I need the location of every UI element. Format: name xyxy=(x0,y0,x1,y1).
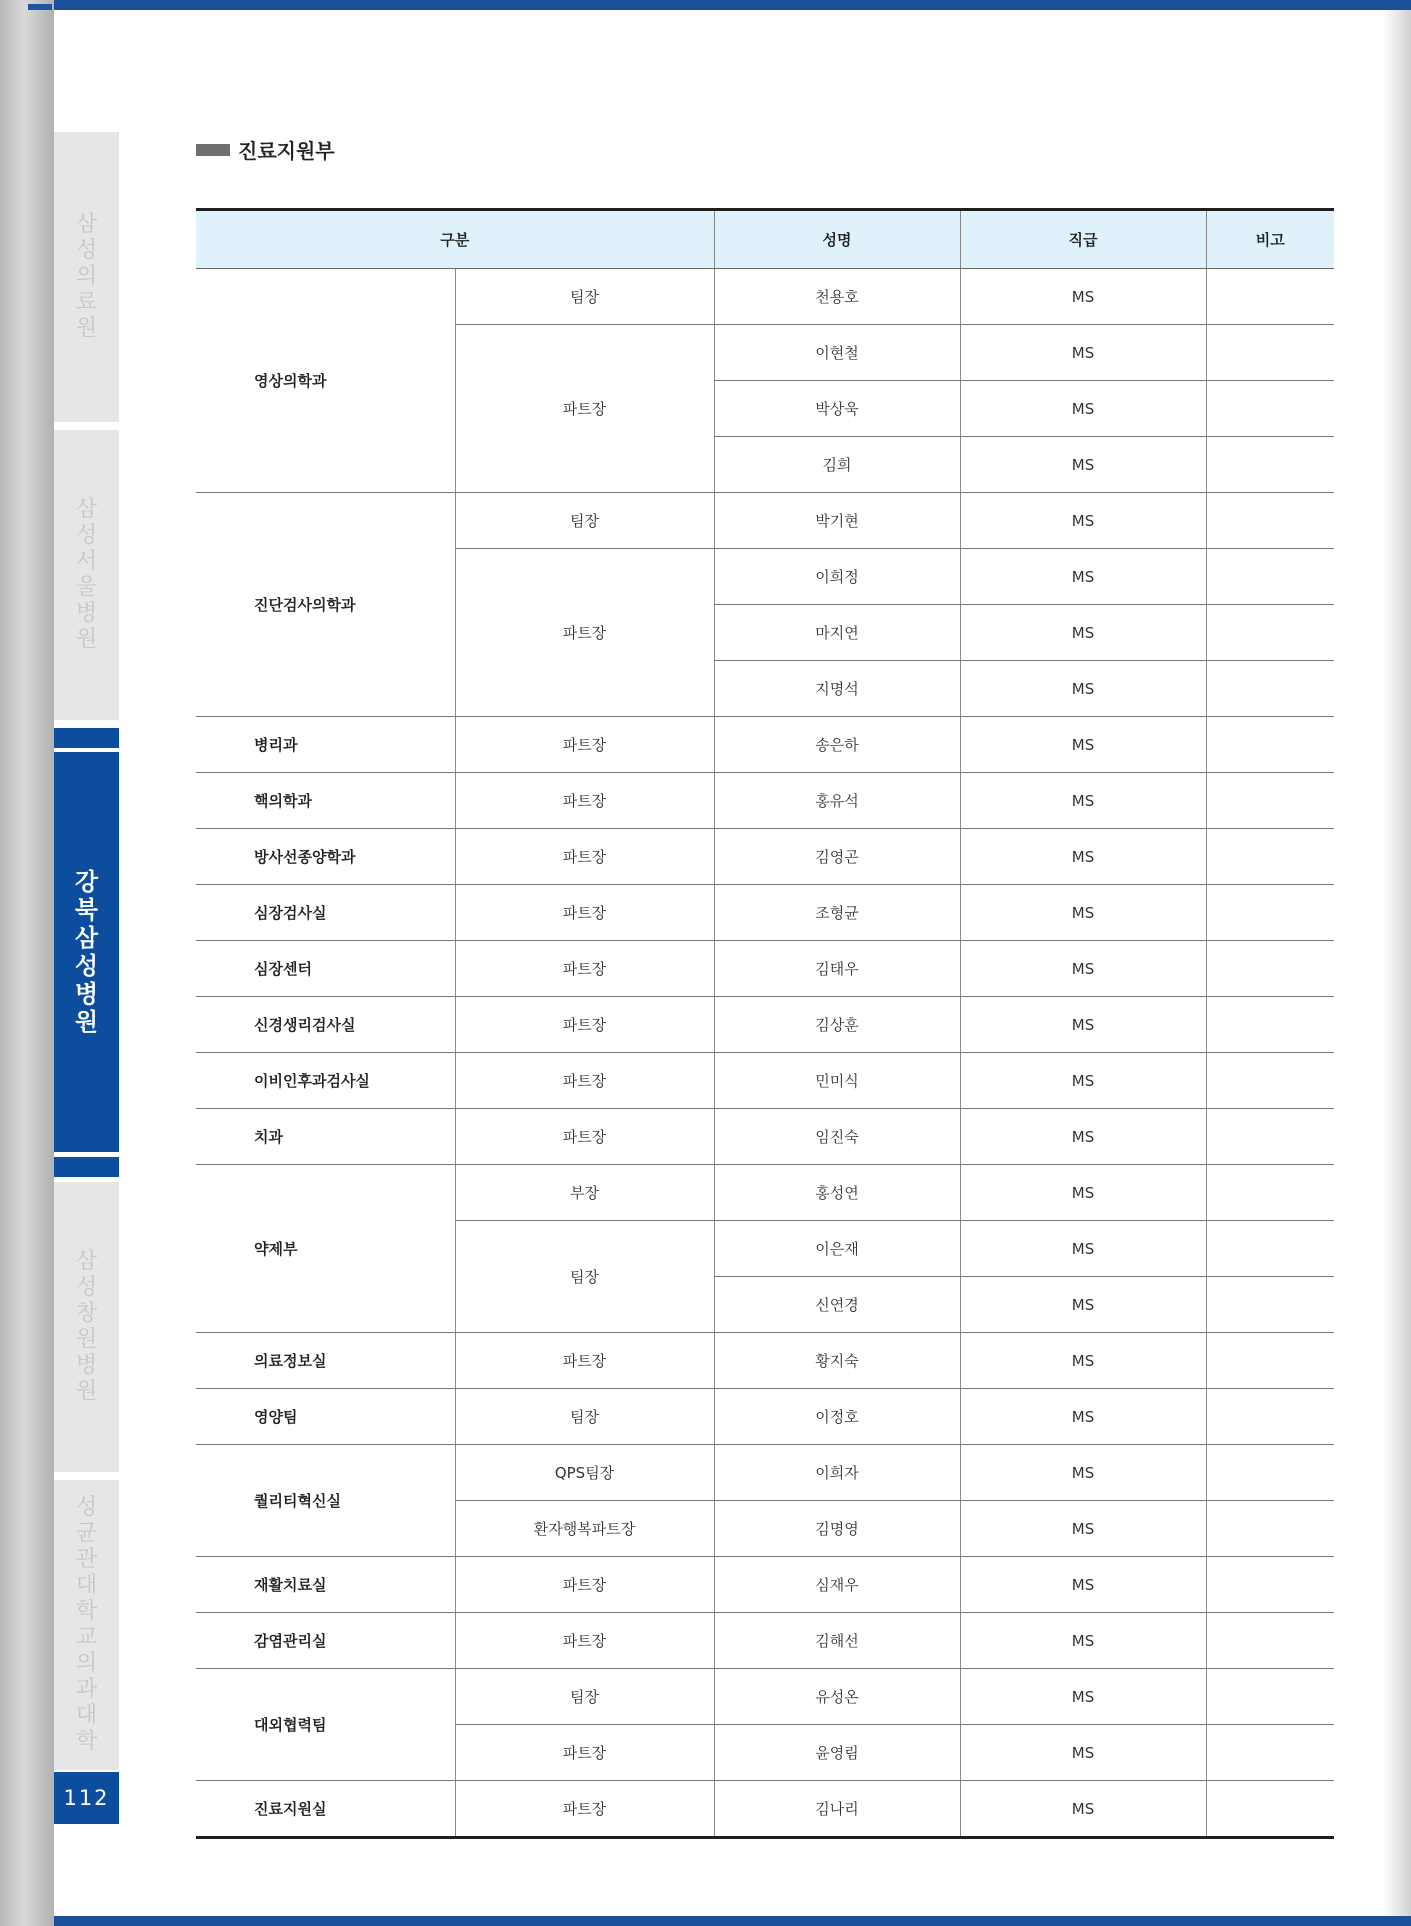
name-cell: 김나리 xyxy=(714,1781,960,1838)
side-tab-char: 원 xyxy=(75,316,98,341)
table-row xyxy=(196,1557,1334,1613)
position-cell: 파트장 xyxy=(455,717,714,773)
section-title: 진료지원부 xyxy=(238,139,335,163)
table-row xyxy=(196,941,1334,997)
dept-cell: 진단검사의학과 xyxy=(196,493,455,717)
dept-cell: 재활치료실 xyxy=(196,1557,455,1613)
grade-cell: MS xyxy=(960,717,1206,773)
side-tab-char: 대 xyxy=(75,1703,98,1728)
name-cell: 윤영림 xyxy=(714,1725,960,1781)
note-cell xyxy=(1206,1333,1334,1389)
name-cell: 유성온 xyxy=(714,1669,960,1725)
grade-cell: MS xyxy=(960,661,1206,717)
position-cell: 팀장 xyxy=(455,1221,714,1333)
section-heading xyxy=(196,135,335,164)
name-cell: 김희 xyxy=(714,437,960,493)
position-cell: 파트장 xyxy=(455,1725,714,1781)
note-cell xyxy=(1206,717,1334,773)
position-cell: 파트장 xyxy=(455,941,714,997)
grade-cell: MS xyxy=(960,437,1206,493)
grade-cell: MS xyxy=(960,493,1206,549)
name-cell: 황지숙 xyxy=(714,1333,960,1389)
name-cell: 민미식 xyxy=(714,1053,960,1109)
name-cell: 이정호 xyxy=(714,1389,960,1445)
name-cell: 지명석 xyxy=(714,661,960,717)
note-cell xyxy=(1206,773,1334,829)
side-tab-char: 원 xyxy=(75,1379,98,1404)
table-row xyxy=(196,269,1334,325)
note-cell xyxy=(1206,1277,1334,1333)
dept-cell: 신경생리검사실 xyxy=(196,997,455,1053)
table-row xyxy=(196,1613,1334,1669)
note-cell xyxy=(1206,1725,1334,1781)
dept-cell: 의료정보실 xyxy=(196,1333,455,1389)
grade-cell: MS xyxy=(960,941,1206,997)
grade-cell: MS xyxy=(960,325,1206,381)
dept-cell: 영양팀 xyxy=(196,1389,455,1445)
side-tab-kangbuk-samsung-hospital[interactable] xyxy=(54,752,119,1152)
side-tab-char: 원 xyxy=(74,1008,99,1036)
dept-cell: 병리과 xyxy=(196,717,455,773)
position-cell: 파트장 xyxy=(455,773,714,829)
grade-cell: MS xyxy=(960,1557,1206,1613)
spine-accent xyxy=(28,4,52,10)
position-cell: 부장 xyxy=(455,1165,714,1221)
dept-cell: 약제부 xyxy=(196,1165,455,1333)
name-cell: 천용호 xyxy=(714,269,960,325)
grade-cell: MS xyxy=(960,997,1206,1053)
grade-cell: MS xyxy=(960,1445,1206,1501)
table-row xyxy=(196,1781,1334,1838)
grade-cell: MS xyxy=(960,1669,1206,1725)
grade-cell: MS xyxy=(960,1053,1206,1109)
side-tab-char: 울 xyxy=(75,575,98,600)
position-cell: QPS팀장 xyxy=(455,1445,714,1501)
note-cell xyxy=(1206,1389,1334,1445)
grade-cell: MS xyxy=(960,1333,1206,1389)
page-edge-shadow xyxy=(1383,10,1411,1916)
name-cell: 김영곤 xyxy=(714,829,960,885)
note-cell xyxy=(1206,549,1334,605)
note-cell xyxy=(1206,885,1334,941)
side-tab-char: 강 xyxy=(74,868,99,896)
note-cell xyxy=(1206,1445,1334,1501)
table-row xyxy=(196,717,1334,773)
side-tab-char: 병 xyxy=(75,601,98,626)
side-tab-samsung-seoul-hospital[interactable] xyxy=(54,430,119,720)
name-cell: 홍유석 xyxy=(714,773,960,829)
side-tab-char: 성 xyxy=(75,1275,98,1300)
position-cell: 파트장 xyxy=(455,549,714,717)
side-tab-char: 료 xyxy=(75,290,98,315)
active-tab-accent-bottom xyxy=(54,1157,119,1177)
side-tab-samsung-medical-center[interactable] xyxy=(54,132,119,422)
position-cell: 환자행복파트장 xyxy=(455,1501,714,1557)
name-cell: 마지연 xyxy=(714,605,960,661)
side-tab-char: 대 xyxy=(75,1573,98,1598)
note-cell xyxy=(1206,1557,1334,1613)
name-cell: 김태우 xyxy=(714,941,960,997)
side-tab-char: 관 xyxy=(75,1547,98,1572)
note-cell xyxy=(1206,605,1334,661)
table-row xyxy=(196,1389,1334,1445)
grade-cell: MS xyxy=(960,1165,1206,1221)
note-cell xyxy=(1206,1221,1334,1277)
page-number: 112 xyxy=(54,1772,119,1824)
grade-cell: MS xyxy=(960,1725,1206,1781)
position-cell: 파트장 xyxy=(455,1333,714,1389)
position-cell: 파트장 xyxy=(455,1781,714,1838)
table-row xyxy=(196,997,1334,1053)
grade-cell: MS xyxy=(960,1221,1206,1277)
dept-cell: 퀄리티혁신실 xyxy=(196,1445,455,1557)
name-cell: 박기현 xyxy=(714,493,960,549)
side-tab-char: 창 xyxy=(75,1301,98,1326)
side-tab-samsung-changwon-hospital[interactable] xyxy=(54,1182,119,1472)
grade-cell: MS xyxy=(960,1389,1206,1445)
dept-cell: 방사선종양학과 xyxy=(196,829,455,885)
side-tab-char: 북 xyxy=(74,896,99,924)
name-cell: 심재우 xyxy=(714,1557,960,1613)
grade-cell: MS xyxy=(960,549,1206,605)
note-cell xyxy=(1206,941,1334,997)
note-cell xyxy=(1206,1109,1334,1165)
side-tab-char: 원 xyxy=(75,627,98,652)
table-row xyxy=(196,493,1334,549)
book-spine xyxy=(0,0,60,1926)
position-cell: 파트장 xyxy=(455,1557,714,1613)
dept-cell: 핵의학과 xyxy=(196,773,455,829)
side-tab-char: 성 xyxy=(75,1495,98,1520)
note-cell xyxy=(1206,381,1334,437)
side-tab-char: 교 xyxy=(75,1625,98,1650)
note-cell xyxy=(1206,1781,1334,1838)
note-cell xyxy=(1206,269,1334,325)
side-tab-char: 성 xyxy=(75,238,98,263)
grade-cell: MS xyxy=(960,1781,1206,1838)
side-tab-char: 성 xyxy=(75,523,98,548)
table-row xyxy=(196,773,1334,829)
position-cell: 파트장 xyxy=(455,1109,714,1165)
grade-cell: MS xyxy=(960,885,1206,941)
side-tab-char: 병 xyxy=(75,1353,98,1378)
side-tab-char: 원 xyxy=(75,1327,98,1352)
name-cell: 조형균 xyxy=(714,885,960,941)
dept-cell: 이비인후과검사실 xyxy=(196,1053,455,1109)
position-cell: 파트장 xyxy=(455,829,714,885)
note-cell xyxy=(1206,325,1334,381)
name-cell: 임진숙 xyxy=(714,1109,960,1165)
name-cell: 이희자 xyxy=(714,1445,960,1501)
position-cell: 파트장 xyxy=(455,1613,714,1669)
grade-cell: MS xyxy=(960,269,1206,325)
position-cell: 파트장 xyxy=(455,325,714,493)
table-row xyxy=(196,1109,1334,1165)
note-cell xyxy=(1206,997,1334,1053)
table-header-row xyxy=(196,210,1334,269)
name-cell: 송은하 xyxy=(714,717,960,773)
side-tab-char: 서 xyxy=(75,549,98,574)
side-tab-char: 성 xyxy=(74,952,99,980)
side-tab-char: 학 xyxy=(75,1729,98,1754)
side-tab-char: 의 xyxy=(75,264,98,289)
position-cell: 파트장 xyxy=(455,1053,714,1109)
name-cell: 김해선 xyxy=(714,1613,960,1669)
header-name: 성명 xyxy=(714,210,960,269)
dept-cell: 대외협력팀 xyxy=(196,1669,455,1781)
note-cell xyxy=(1206,1501,1334,1557)
grade-cell: MS xyxy=(960,829,1206,885)
position-cell: 팀장 xyxy=(455,493,714,549)
note-cell xyxy=(1206,493,1334,549)
heading-bar-icon xyxy=(196,144,230,156)
side-tab-char: 균 xyxy=(75,1521,98,1546)
side-tab-char: 학 xyxy=(75,1599,98,1624)
dept-cell: 치과 xyxy=(196,1109,455,1165)
dept-cell: 진료지원실 xyxy=(196,1781,455,1838)
note-cell xyxy=(1206,1165,1334,1221)
name-cell: 김상훈 xyxy=(714,997,960,1053)
staff-table xyxy=(196,208,1334,1839)
header-grade: 직급 xyxy=(960,210,1206,269)
document-page xyxy=(54,0,1411,1926)
note-cell xyxy=(1206,1053,1334,1109)
grade-cell: MS xyxy=(960,773,1206,829)
side-tab-char: 삼 xyxy=(75,497,98,522)
side-tab-char: 병 xyxy=(74,980,99,1008)
table-row xyxy=(196,1333,1334,1389)
name-cell: 이은재 xyxy=(714,1221,960,1277)
table-row xyxy=(196,1053,1334,1109)
note-cell xyxy=(1206,437,1334,493)
side-tab-char: 삼 xyxy=(75,212,98,237)
table-row xyxy=(196,1165,1334,1221)
grade-cell: MS xyxy=(960,605,1206,661)
table-row xyxy=(196,1445,1334,1501)
position-cell: 팀장 xyxy=(455,1669,714,1725)
note-cell xyxy=(1206,661,1334,717)
name-cell: 박상욱 xyxy=(714,381,960,437)
active-tab-accent-top xyxy=(54,728,119,748)
position-cell: 팀장 xyxy=(455,269,714,325)
table-row xyxy=(196,829,1334,885)
side-tab-char: 삼 xyxy=(75,1249,98,1274)
note-cell xyxy=(1206,1613,1334,1669)
table-row xyxy=(196,1669,1334,1725)
dept-cell: 심장센터 xyxy=(196,941,455,997)
header-category: 구분 xyxy=(196,210,714,269)
grade-cell: MS xyxy=(960,1109,1206,1165)
side-tab-char: 과 xyxy=(75,1677,98,1702)
grade-cell: MS xyxy=(960,1613,1206,1669)
grade-cell: MS xyxy=(960,1501,1206,1557)
dept-cell: 심장검사실 xyxy=(196,885,455,941)
grade-cell: MS xyxy=(960,381,1206,437)
dept-cell: 영상의학과 xyxy=(196,269,455,493)
name-cell: 이현철 xyxy=(714,325,960,381)
name-cell: 김명영 xyxy=(714,1501,960,1557)
name-cell: 신연경 xyxy=(714,1277,960,1333)
header-note: 비고 xyxy=(1206,210,1334,269)
table-row xyxy=(196,885,1334,941)
note-cell xyxy=(1206,829,1334,885)
dept-cell: 감염관리실 xyxy=(196,1613,455,1669)
name-cell: 이희정 xyxy=(714,549,960,605)
grade-cell: MS xyxy=(960,1277,1206,1333)
note-cell xyxy=(1206,1669,1334,1725)
side-tab-char: 삼 xyxy=(74,924,99,952)
name-cell: 홍성연 xyxy=(714,1165,960,1221)
position-cell: 파트장 xyxy=(455,997,714,1053)
side-tab-skku-medicine[interactable] xyxy=(54,1480,119,1770)
position-cell: 팀장 xyxy=(455,1389,714,1445)
position-cell: 파트장 xyxy=(455,885,714,941)
side-tab-char: 의 xyxy=(75,1651,98,1676)
